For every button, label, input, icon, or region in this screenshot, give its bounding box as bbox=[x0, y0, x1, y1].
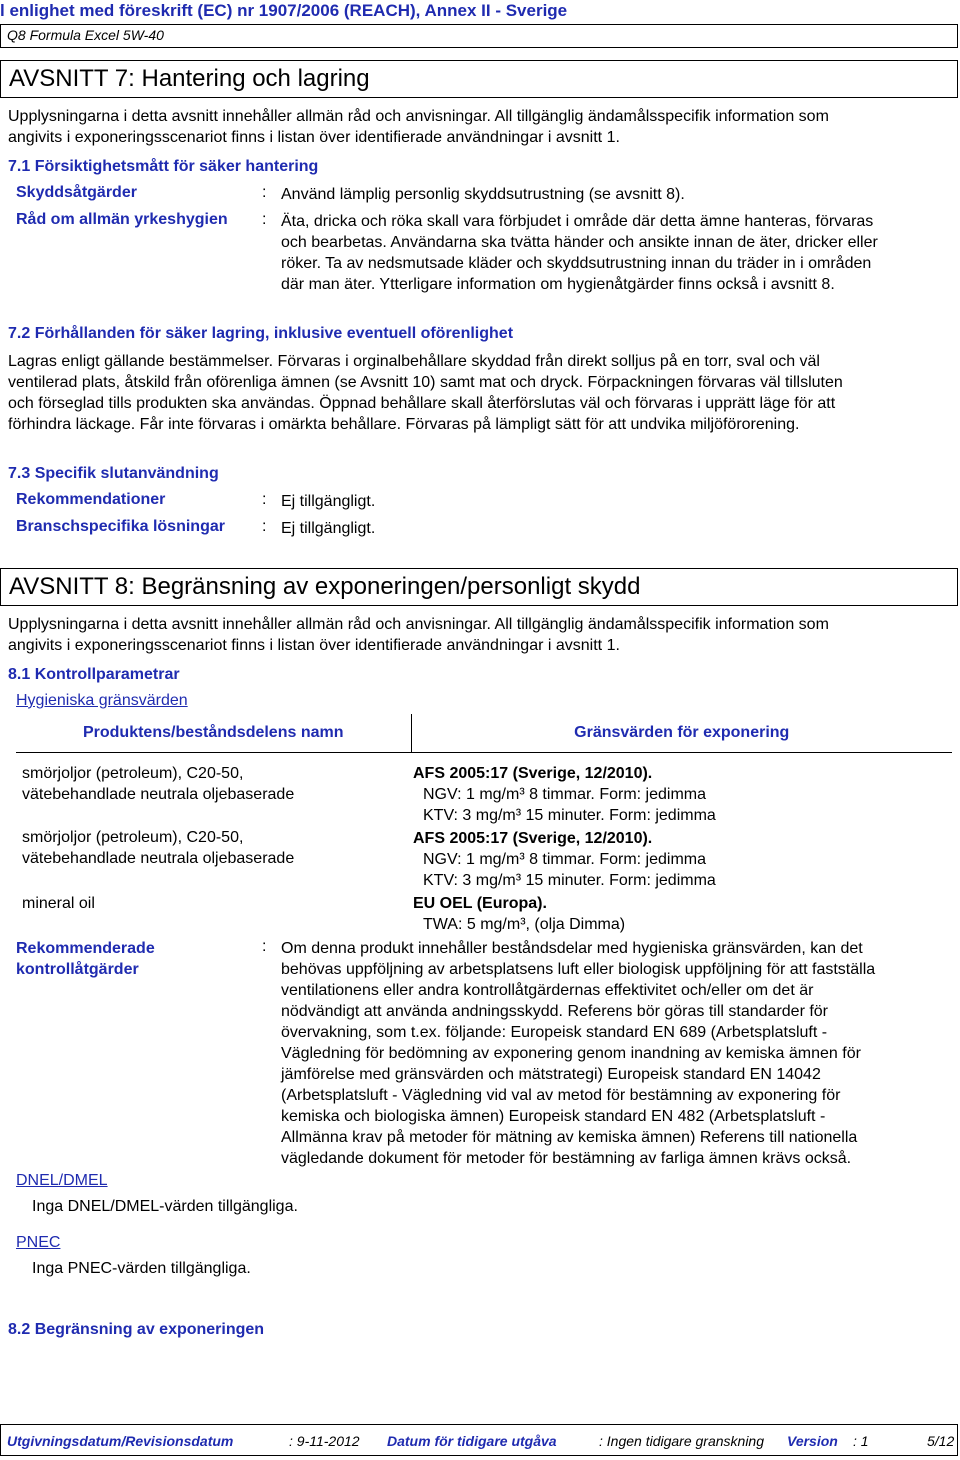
colon: : bbox=[262, 184, 267, 201]
version-value: : 1 bbox=[853, 1433, 869, 1449]
recommended-controls-value bbox=[281, 938, 951, 1169]
subsection-7-2-title: 7.2 Förhållanden för säker lagring, inklusive eventuell oförenlighet bbox=[8, 325, 514, 342]
table-row bbox=[16, 892, 952, 936]
text-line: Vägledning för bedömning av exponering genom inandning av kemiska ämnen för bbox=[281, 1045, 861, 1062]
recommended-controls-label bbox=[16, 938, 155, 980]
section-8-intro-2: angivits i exponeringsscenariot finns i listan över identifierade användningar i avsnitt 1. bbox=[8, 637, 620, 654]
table-header-limits: Gränsvärden för exponering bbox=[411, 714, 952, 753]
section-7-intro-1: Upplysningarna i detta avsnitt innehåller allmän råd och anvisningar. All tillgänglig ändamålsspecifik information som bbox=[8, 108, 829, 125]
subsection-8-2-title: 8.2 Begränsning av exponeringen bbox=[8, 1321, 265, 1338]
section-7-title: AVSNITT 7: Hantering och lagring bbox=[0, 60, 958, 98]
substance-name bbox=[16, 753, 411, 828]
text-line: och bearbetas. Användarna ska tvätta händer och ansikte innan de äter, dricker eller bbox=[281, 234, 878, 251]
text-line: Rekommenderade bbox=[16, 940, 155, 957]
text-line: smörjoljor (petroleum), C20-50, bbox=[22, 765, 244, 782]
subsection-8-1-title: 8.1 Kontrollparametrar bbox=[8, 666, 180, 683]
text-line: Allmänna krav på metoder för mätning av kemiska ämnen) Referens till nationella bbox=[281, 1129, 858, 1146]
text-line: och förseglad tills produkten ska användas. Öppnad behållare skall återförslutas väl och förvaras i upprätt läge för att bbox=[8, 395, 836, 412]
text-line: mineral oil bbox=[22, 895, 95, 912]
limit-line: NGV: 1 mg/m³ 8 timmar. Form: jedimma bbox=[423, 851, 706, 868]
industry-solutions-label: Branschspecifika lösningar bbox=[16, 518, 225, 535]
limit-authority: AFS 2005:17 (Sverige, 12/2010). bbox=[413, 765, 653, 782]
table-row bbox=[16, 827, 952, 892]
exposure-limit bbox=[411, 827, 952, 892]
dnel-text: Inga DNEL/DMEL-värden tillgängliga. bbox=[32, 1198, 298, 1215]
issue-date-label: Utgivningsdatum/Revisionsdatum bbox=[7, 1433, 234, 1449]
text-line: behövas uppföljning av arbetsplatsens luft eller biologisk uppföljning för att fastställa bbox=[281, 961, 876, 978]
text-line: övervakning, som t.ex. följande: Europeisk standard EN 689 (Arbetsplatsluft - bbox=[281, 1024, 828, 1041]
text-line: ventilerad plats, åtskild från oförenliga ämnen (se Avsnitt 10) samt mat och dryck. Förpackningen förvaras väl tillsluten bbox=[8, 374, 843, 391]
text-line: jämförelse med gränsvärden och mätstrategi) Europeisk standard EN 14042 bbox=[281, 1066, 821, 1083]
pnec-title: PNEC bbox=[16, 1234, 61, 1251]
text-line: Lagras enligt gällande bestämmelser. Förvaras i orginalbehållare skyddad från direkt solljus på en torr, sval och väl bbox=[8, 353, 820, 370]
page-number: 5/12 bbox=[927, 1433, 955, 1449]
section-8-title: AVSNITT 8: Begränsning av exponeringen/personligt skydd bbox=[0, 568, 958, 606]
hygiene-advice-label: Råd om allmän yrkeshygien bbox=[16, 211, 228, 228]
recommendations-value: Ej tillgängligt. bbox=[281, 493, 376, 510]
previous-date-value: : Ingen tidigare granskning bbox=[599, 1433, 764, 1449]
text-line: ventilationens eller andra kontrollåtgärdernas effektivitet och/eller om det är bbox=[281, 982, 814, 999]
previous-date-label: Datum för tidigare utgåva bbox=[387, 1433, 557, 1449]
hygiene-advice-value bbox=[281, 211, 951, 295]
section-7-intro-2: angivits i exponeringsscenariot finns i listan över identifierade användningar i avsnitt 1. bbox=[8, 129, 620, 146]
section-8-intro-1: Upplysningarna i detta avsnitt innehåller allmän råd och anvisningar. All tillgänglig ändamålsspecifik information som bbox=[8, 616, 829, 633]
limit-line: NGV: 1 mg/m³ 8 timmar. Form: jedimma bbox=[423, 786, 706, 803]
limit-authority: AFS 2005:17 (Sverige, 12/2010). bbox=[413, 830, 653, 847]
colon: : bbox=[262, 211, 267, 228]
text-line: Om denna produkt innehåller beståndsdelar med hygieniska gränsvärden, kan det bbox=[281, 940, 863, 957]
table-header-substance: Produktens/beståndsdelens namn bbox=[16, 714, 411, 753]
subsection-7-1-title: 7.1 Försiktighetsmått för säker hantering bbox=[8, 158, 319, 175]
text-line: vägledande dokument för metoder för bestämning av farliga ämnen krävs också. bbox=[281, 1150, 852, 1167]
industry-solutions-value: Ej tillgängligt. bbox=[281, 520, 376, 537]
text-line: där man äter. Ytterligare information om hygienåtgärder finns också i avsnitt 8. bbox=[281, 276, 835, 293]
colon: : bbox=[262, 491, 267, 508]
exposure-limits-title: Hygieniska gränsvärden bbox=[16, 692, 188, 709]
text-line: smörjoljor (petroleum), C20-50, bbox=[22, 829, 244, 846]
colon: : bbox=[262, 938, 267, 955]
text-line: röker. Ta av nedsmutsade kläder och skyddsutrustning innan du träder in i områden bbox=[281, 255, 872, 272]
limit-line: KTV: 3 mg/m³ 15 minuter. Form: jedimma bbox=[423, 872, 716, 889]
text-line: kemiska och biologiska ämnen) Europeisk standard EN 482 (Arbetsplatsluft - bbox=[281, 1108, 826, 1125]
exposure-limit bbox=[411, 753, 952, 828]
product-name-bar: Q8 Formula Excel 5W-40 bbox=[0, 24, 958, 48]
text-line: vätebehandlade neutrala oljebaserade bbox=[22, 786, 295, 803]
dnel-title: DNEL/DMEL bbox=[16, 1172, 108, 1189]
limit-line: KTV: 3 mg/m³ 15 minuter. Form: jedimma bbox=[423, 807, 716, 824]
text-line: förhindra läckage. Får inte förvaras i omärkta behållare. Förvaras på lämpligt sätt för att undvika miljöförorening. bbox=[8, 416, 800, 433]
text-line: vätebehandlade neutrala oljebaserade bbox=[22, 850, 295, 867]
storage-conditions-text bbox=[8, 351, 948, 435]
limit-authority: EU OEL (Europa). bbox=[413, 895, 547, 912]
text-line: nödvändigt att använda andningsskydd. Referens bör göras till standarder för bbox=[281, 1003, 829, 1020]
colon: : bbox=[262, 518, 267, 535]
protective-measures-label: Skyddsåtgärder bbox=[16, 184, 137, 201]
text-line: Äta, dricka och röka skall vara förbjudet i område där detta ämne hanteras, förvaras bbox=[281, 213, 874, 230]
document-header-title: l enlighet med föreskrift (EC) nr 1907/2006 (REACH), Annex II - Sverige bbox=[0, 1, 568, 20]
exposure-limit bbox=[411, 892, 952, 936]
substance-name bbox=[16, 892, 411, 936]
version-label: Version bbox=[787, 1433, 838, 1449]
exposure-limits-table bbox=[16, 714, 952, 936]
limit-line: TWA: 5 mg/m³, (olja Dimma) bbox=[423, 916, 626, 933]
pnec-text: Inga PNEC-värden tillgängliga. bbox=[32, 1260, 251, 1277]
recommendations-label: Rekommendationer bbox=[16, 491, 166, 508]
substance-name bbox=[16, 827, 411, 892]
table-row bbox=[16, 753, 952, 828]
issue-date-value: : 9-11-2012 bbox=[289, 1433, 360, 1449]
page-footer bbox=[0, 1424, 958, 1456]
protective-measures-value: Använd lämplig personlig skyddsutrustning (se avsnitt 8). bbox=[281, 186, 685, 203]
subsection-7-3-title: 7.3 Specifik slutanvändning bbox=[8, 465, 219, 482]
text-line: (Arbetsplatsluft - Vägledning vid val av metod för bestämning av exponering för bbox=[281, 1087, 841, 1104]
text-line: kontrollåtgärder bbox=[16, 961, 139, 978]
